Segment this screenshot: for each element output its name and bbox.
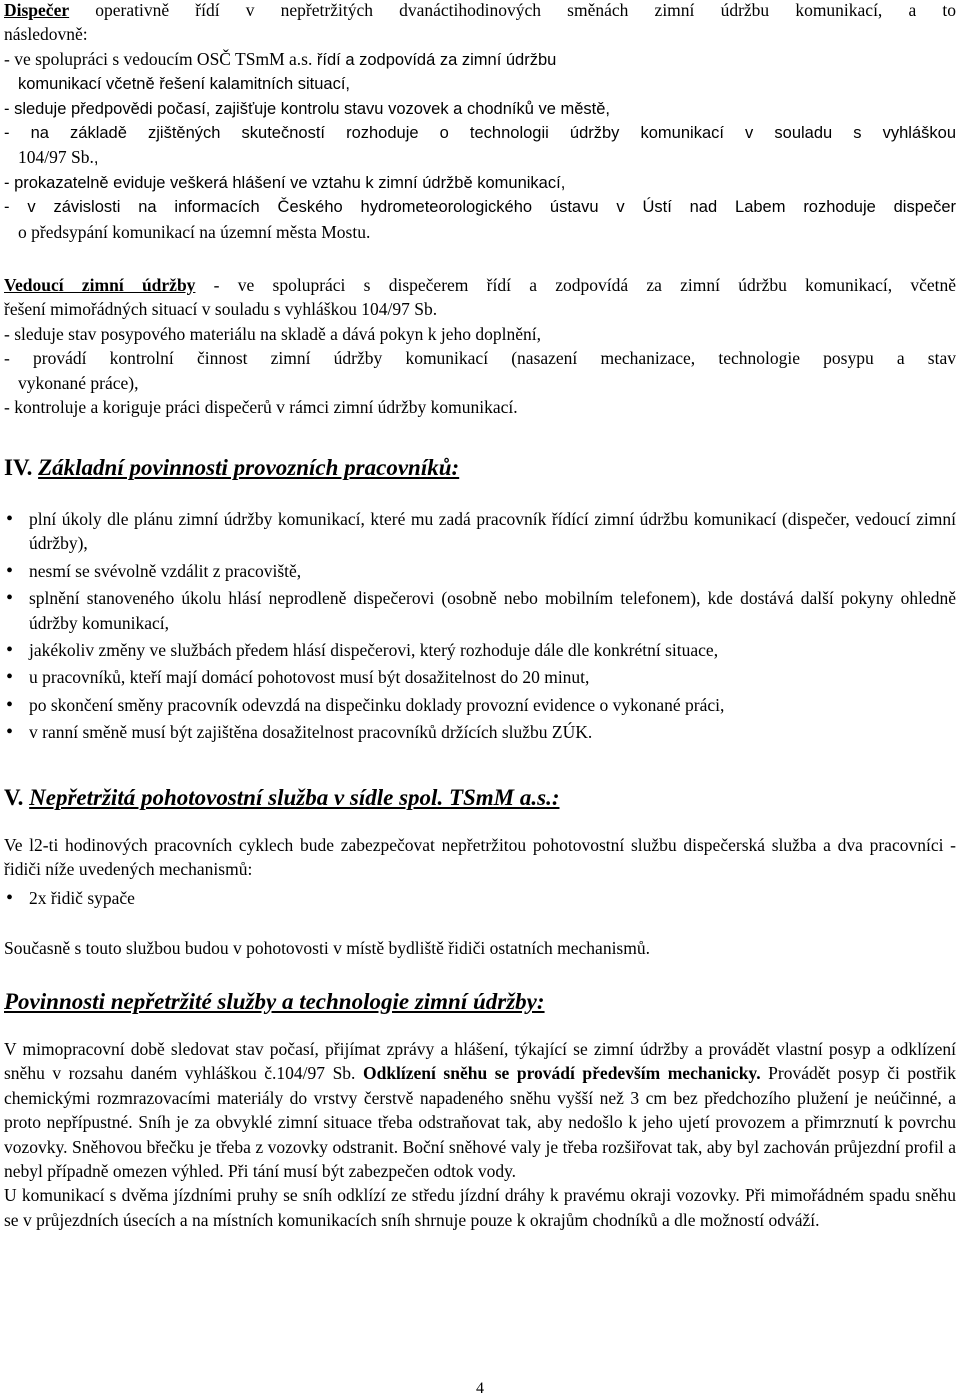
section-v-number: V. — [4, 785, 24, 810]
duties-paragraph: V mimopracovní době sledovat stav počasí, přijímat zprávy a hlášení, týkající se zimní údržby a provádět vlastní posyp a odklízení sněhu v rozsahu daném vyhláškou č.104/97 Sb. Odklízení sněhu se provádí především mechanicky. Provádět posyp či postřik chemickými rozmrazovacími materiály do vrstvy čerstvě napadeného sněhu vyšší než 3 cm bez předchozího plužení je neúčinné, a proto nepřípustné. Sníh je za obvyklé zimní situace třeba odstraňovat tak, aby nedošlo k jeho ujetí provozem a přimrznutí k povrchu vozovky. Sněhovou břečku je třeba z vozovky odstranit. Boční sněhové valy je třeba rozšiřovat tak, aby byl zachován průjezdní profil a nebyl případně omezen výhled. Při tání musí být zabezpečen odtok vody. — [4, 1039, 957, 1182]
duties-section — [4, 988, 956, 1232]
list-item: • u pracovníků, kteří mají domácí pohotovost musí být dosažitelnost do 20 minut, — [4, 665, 956, 689]
list-item: • 2x řidič sypače — [4, 886, 956, 910]
section-v-paragraph: Ve l2-ti hodinových pracovních cyklech bude zabezpečovat nepřetržitou pohotovostní službu dispečerská služba a dva pracovníci - řidiči níže uvedených mechanismů: — [4, 835, 956, 880]
section-v-paragraph: Současně s touto službou budou v pohotovosti v místě bydliště řidiči ostatních mechanismů. — [4, 938, 650, 959]
dispecer-text-cont: následovně: — [4, 24, 88, 45]
list-item: • po skončení směny pracovník odevzdá na dispečinku doklady provozní evidence o vykonané práci, — [4, 693, 956, 717]
list-item: • plní úkoly dle plánu zimní údržby komunikací, které mu zadá pracovník řídící zimní údržbu komunikací (dispečer, vedoucí zimní údržby), — [4, 507, 956, 556]
list-item: • splnění stanoveného úkolu hlásí neprodleně dispečerovi (osobně nebo mobilním telefonem), kde dostává další pokyny ohledně údržby komunikací, — [4, 586, 956, 635]
section-v — [4, 784, 956, 961]
dispecer-item: - ve spolupráci s vedoucím OSČ TSmM a.s. — [4, 48, 313, 69]
dispecer-item-cont: 104/97 Sb. — [18, 147, 94, 168]
vedouci-item: - provádí kontrolní činnost zimní údržby komunikací (nasazení mechanizace, technologie posypu a stav — [4, 348, 956, 369]
section-iv-title: Základní povinnosti provozních pracovníků: — [38, 455, 460, 480]
dispecer-item: - sleduje předpovědi počasí, zajišťuje kontrolu stavu vozovek a chodníků ve městě, — [4, 99, 611, 118]
vedouci-item-cont: vykonané práce), — [18, 372, 139, 393]
section-v-title: Nepřetržitá pohotovostní služba v sídle spol. TSmM a.s.: — [29, 785, 560, 810]
duties-title: Povinnosti nepřetržité služby a technologie zimní údržby: — [4, 989, 545, 1014]
vedouci-term: Vedoucí zimní údržby — [4, 275, 196, 295]
list-item: • v ranní směně musí být zajištěna dosažitelnost pracovníků držících službu ZÚK. — [4, 720, 956, 744]
vedouci-item: - sleduje stav posypového materiálu na skladě a dává pokyn k jeho doplnění, — [4, 323, 542, 344]
list-item: • jakékoliv změny ve službách předem hlásí dispečerovi, který rozhoduje dále dle konkrétní situace, — [4, 638, 956, 662]
dispecer-item: - prokazatelně eviduje veškerá hlášení ve vztahu k zimní údržbě komunikací, — [4, 173, 566, 192]
section-iv — [4, 454, 956, 745]
dispecer-item-cont: , — [93, 149, 99, 168]
section-v-list — [4, 886, 956, 910]
vedouci-item: - kontroluje a koriguje práci dispečerů v rámci zimní údržby komunikací. — [4, 397, 518, 418]
dispecer-item-cont: o předsypání komunikací na územní města Mostu. — [18, 221, 371, 242]
dispecer-item: - na základě zjištěných skutečností rozhoduje o technologii údržby komunikací v souladu s vyhláškou — [4, 124, 956, 143]
dispecer-term: Dispečer — [4, 0, 70, 20]
section-iv-number: IV. — [4, 455, 33, 480]
duties-emphasis: Odklízení sněhu se provádí především mechanicky. — [362, 1063, 761, 1084]
vedouci-section — [4, 273, 956, 419]
section-v-heading — [4, 784, 956, 812]
dispecer-item-cont: komunikací včetně řešení kalamitních situací, — [18, 75, 350, 94]
vedouci-text: - ve spolupráci s dispečerem řídí a zodpovídá za zimní údržbu komunikací, včetně — [195, 275, 957, 295]
duties-heading — [4, 988, 956, 1016]
dispecer-text: operativně řídí v nepřetržitých dvanáctihodinových směnách zimní údržbu komunikací, a to — [69, 0, 956, 20]
vedouci-text-cont: řešení mimořádných situací v souladu s vyhláškou 104/97 Sb. — [4, 299, 438, 320]
dispecer-item: - v závislosti na informacích Českého hydrometeorologického ústavu v Ústí nad Labem rozhoduje dispečer — [4, 198, 956, 217]
page-number: 4 — [476, 1380, 484, 1397]
dispecer-item-cont: řídí a zodpovídá za zimní údržbu — [312, 50, 557, 69]
section-iv-heading — [4, 454, 956, 482]
section-iv-list — [4, 507, 956, 745]
dispecer-section — [4, 0, 956, 244]
list-item: • nesmí se svévolně vzdálit z pracoviště, — [4, 559, 956, 583]
duties-paragraph: U komunikací s dvěma jízdními pruhy se sníh odklízí ze středu jízdní dráhy k pravému okraji vozovky. Při mimořádném spadu sněhu se v průjezdních úsecích a na místních komunikacích sníh shrnuje pouze k okrajům chodníků a dle možností odváží. — [4, 1185, 956, 1230]
